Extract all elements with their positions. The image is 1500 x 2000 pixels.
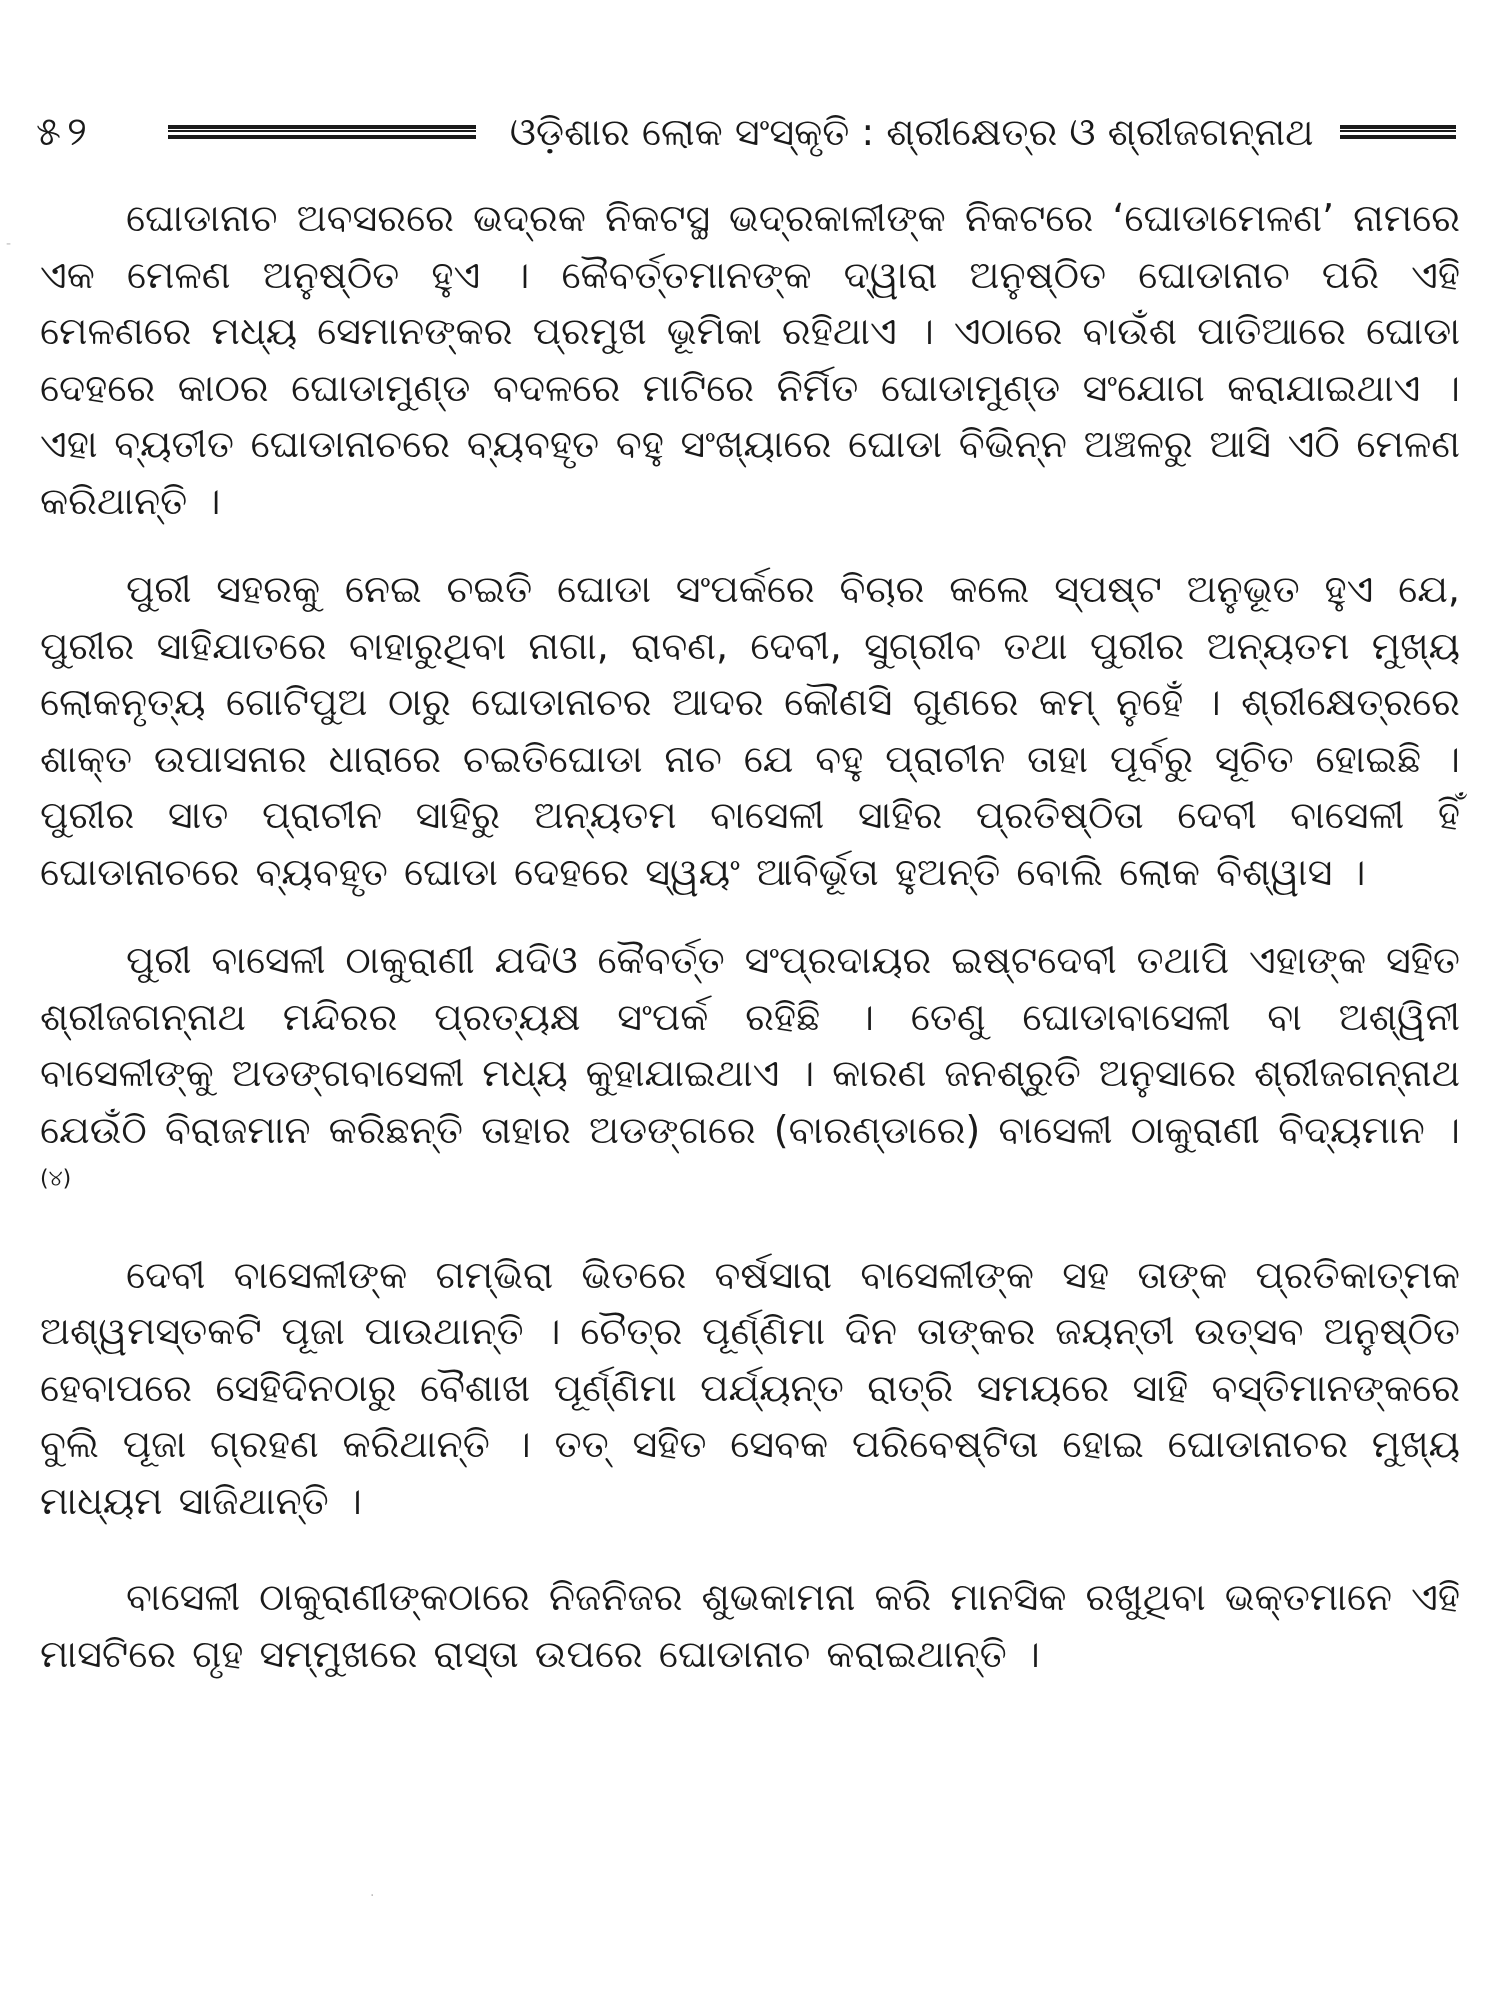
scan-speck: · — [370, 1888, 375, 1904]
page-number: ୫୨ — [36, 109, 93, 155]
paragraph-3 — [40, 932, 1460, 1215]
scan-speck: ‐ — [6, 236, 12, 252]
page-header — [36, 102, 1456, 162]
paragraph-1: ଘୋଡାନାଚ ଅବସରରେ ଭଦ୍ରକ ନିକଟସ୍ଥ ଭଦ୍ରକାଳୀଙ୍କ ନିକଟରେ ‘ଘୋଡାମେଳଣ’ ନାମରେ ଏକ ମେଳଣ ଅନୁଷ୍ଠିତ ହୁଏ । କୈବର୍ତ୍ତମାନଙ୍କ ଦ୍ୱାରା ଅନୁଷ୍ଠିତ ଘୋଡାନାଚ ପରି ଏହି ମେଳଣରେ ମଧ୍ୟ ସେମାନଙ୍କର ପ୍ରମୁଖ ଭୂମିକା ରହିଥାଏ । ଏଠାରେ ବାଉଁଶ ପାତିଆରେ ଘୋଡା ଦେହରେ କାଠର ଘୋଡାମୁଣ୍ଡ ବଦଳରେ ମାଟିରେ ନିର୍ମିତ ଘୋଡାମୁଣ୍ଡ ସଂଯୋଗ କରାଯାଇଥାଏ । ଏହା ବ୍ୟତୀତ ଘୋଡାନାଚରେ ବ୍ୟବହୃତ ବହୁ ସଂଖ୍ୟାରେ ଘୋଡା ବିଭିନ୍ନ ଅଞ୍ଚଳରୁ ଆସି ଏଠି ମେଳଣ କରିଥାନ୍ତି । — [40, 196, 1460, 523]
paragraph-4: ଦେବୀ ବାସେଳୀଙ୍କ ଗମ୍ଭିରା ଭିତରେ ବର୍ଷସାରା ବାସେଳୀଙ୍କ ସହ ତାଙ୍କ ପ୍ରତିକାତ୍ମକ ଅଶ୍ୱମସ୍ତକଟି ପୂଜା ପାଉଥାନ୍ତି । ଚୈତ୍ର ପୂର୍ଣ୍ଣିମା ଦିନ ତାଙ୍କର ଜୟନ୍ତୀ ଉତ୍ସବ ଅନୁଷ୍ଠିତ ହେବାପରେ ସେହିଦିନଠାରୁ ବୈଶାଖ ପୂର୍ଣ୍ଣିମା ପର୍ଯ୍ୟନ୍ତ ରାତ୍ରି ସମୟରେ ସାହି ବସ୍ତିମାନଙ୍କରେ ବୁଲି ପୂଜା ଗ୍ରହଣ କରିଥାନ୍ତି । ତତ୍ ସହିତ ସେବକ ପରିବେଷ୍ଟିତା ହୋଇ ଘୋଡାନାଚର ମୁଖ୍ୟ ମାଧ୍ୟମ ସାଜିଥାନ୍ତି । — [40, 1252, 1460, 1523]
header-rule-right — [1340, 125, 1456, 139]
running-title: ଓଡ଼ିଶାର ଲୋକ ସଂସ୍କୃତି : ଶ୍ରୀକ୍ଷେତ୍ର ଓ ଶ୍ରୀଜଗନ୍ନାଥ — [509, 109, 1314, 154]
paragraph-5: ବାସେଳୀ ଠାକୁରାଣୀଙ୍କଠାରେ ନିଜନିଜର ଶୁଭକାମନା କରି ମାନସିକ ରଖୁଥିବା ଭକ୍ତମାନେ ଏହି ମାସଟିରେ ଗୃହ ସମ୍ମୁଖରେ ରାସ୍ତା ଉପରେ ଘୋଡାନାଚ କରାଇଥାନ୍ତି । — [40, 1575, 1460, 1676]
paragraph-3-text: ପୁରୀ ବାସେଳୀ ଠାକୁରାଣୀ ଯଦିଓ କୈବର୍ତ୍ତ ସଂପ୍ରଦାୟର ଇଷ୍ଟଦେବୀ ତଥାପି ଏହାଙ୍କ ସହିତ ଶ୍ରୀଜଗନ୍ନାଥ ମନ୍ଦିରର ପ୍ରତ୍ୟକ୍ଷ ସଂପର୍କ ରହିଛି । ତେଣୁ ଘୋଡାବାସେଳୀ ବା ଅଶ୍ୱିନୀ ବାସେଳୀଙ୍କୁ ଅଡଙ୍ଗବାସେଳୀ ମଧ୍ୟ କୁହାଯାଇଥାଏ । କାରଣ ଜନଶ୍ରୁତି ଅନୁସାରେ ଶ୍ରୀଜଗନ୍ନାଥ ଯେଉଁଠି ବିରାଜମାନ କରିଛନ୍ତି ତାହାର ଅଡଙ୍ଗରେ (ବାରଣ୍ଡାରେ) ବାସେଳୀ ଠାକୁରାଣୀ ବିଦ୍ୟମାନ । — [40, 938, 1460, 1152]
body-text — [40, 190, 1460, 1714]
paragraph-2: ପୁରୀ ସହରକୁ ନେଇ ଚଇତି ଘୋଡା ସଂପର୍କରେ ବିଚାର କଲେ ସ୍ପଷ୍ଟ ଅନୁଭୂତ ହୁଏ ଯେ, ପୁରୀର ସାହିଯାତରେ ବାହାରୁଥିବା ନାଗା, ରାବଣ, ଦେବୀ, ସୁଗ୍ରୀବ ତଥା ପୁରୀର ଅନ୍ୟତମ ମୁଖ୍ୟ ଲୋକନୃତ୍ୟ ଗୋଟିପୁଅ ଠାରୁ ଘୋଡାନାଚର ଆଦର କୌଣସି ଗୁଣରେ କମ୍ ନୁହେଁ । ଶ୍ରୀକ୍ଷେତ୍ରରେ ଶାକ୍ତ ଉପାସନାର ଧାରାରେ ଚଇତିଘୋଡା ନାଚ ଯେ ବହୁ ପ୍ରାଚୀନ ତାହା ପୂର୍ବରୁ ସୂଚିତ ହୋଇଛି । ପୁରୀର ସାତ ପ୍ରାଚୀନ ସାହିରୁ ଅନ୍ୟତମ ବାସେଳୀ ସାହିର ପ୍ରତିଷ୍ଠିତା ଦେବୀ ବାସେଳୀ ହିଁ ଘୋଡାନାଚରେ ବ୍ୟବହୃତ ଘୋଡା ଦେହରେ ସ୍ୱୟଂ ଆବିର୍ଭୂତା ହୁଅନ୍ତି ବୋଲି ଲୋକ ବିଶ୍ୱାସ । — [40, 567, 1460, 894]
footnote-marker: (୪) — [40, 1166, 72, 1192]
header-rule-left — [168, 125, 475, 139]
